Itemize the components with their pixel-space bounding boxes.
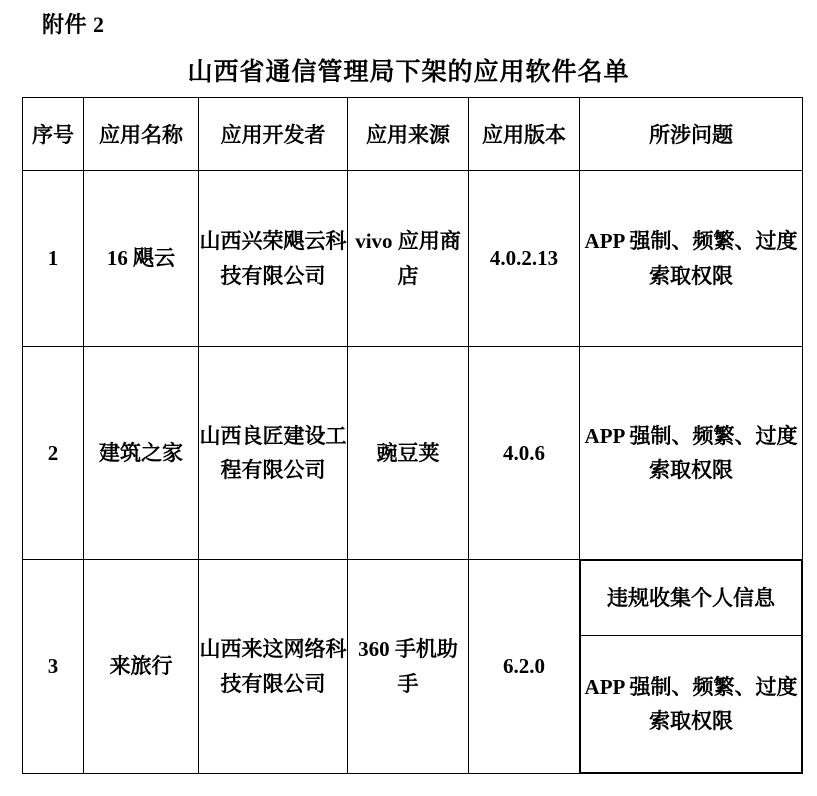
cell-version: 6.2.0 (469, 560, 580, 774)
issue-sublist (580, 560, 802, 773)
cell-no: 1 (23, 171, 84, 347)
table-row (23, 347, 803, 560)
column-header-version: 应用版本 (469, 98, 580, 171)
cell-app-name: 建筑之家 (84, 347, 199, 560)
cell-issue-primary: 违规收集个人信息 (581, 561, 802, 636)
cell-app-name: 来旅行 (84, 560, 199, 774)
column-header-app-name: 应用名称 (84, 98, 199, 171)
cell-source: 360 手机助手 (348, 560, 469, 774)
cell-issue: APP 强制、频繁、过度索取权限 (580, 171, 803, 347)
cell-no: 3 (23, 560, 84, 774)
cell-developer: 山西良匠建设工程有限公司 (199, 347, 348, 560)
cell-issue: APP 强制、频繁、过度索取权限 (580, 347, 803, 560)
cell-developer: 山西兴荣飓云科技有限公司 (199, 171, 348, 347)
column-header-issue: 所涉问题 (580, 98, 803, 171)
cell-source: 豌豆荚 (348, 347, 469, 560)
column-header-developer: 应用开发者 (199, 98, 348, 171)
cell-app-name: 16 飓云 (84, 171, 199, 347)
table-row (23, 171, 803, 347)
table-body (23, 171, 803, 774)
table-row (23, 560, 803, 774)
page-title: 山西省通信管理局下架的应用软件名单 (187, 59, 630, 86)
cell-issue-secondary: APP 强制、频繁、过度索取权限 (581, 636, 802, 773)
issue-sub-row (581, 636, 802, 773)
attachment-label: 附件 2 (42, 12, 105, 37)
cell-issue-group (580, 560, 803, 774)
table-header (23, 98, 803, 171)
table-header-row (23, 98, 803, 171)
issue-sub-row (581, 561, 802, 636)
cell-version: 4.0.6 (469, 347, 580, 560)
cell-developer: 山西来这网络科技有限公司 (199, 560, 348, 774)
column-header-no: 序号 (23, 98, 84, 171)
cell-source: vivo 应用商店 (348, 171, 469, 347)
app-removal-table (22, 97, 803, 774)
cell-no: 2 (23, 347, 84, 560)
cell-version: 4.0.2.13 (469, 171, 580, 347)
column-header-source: 应用来源 (348, 98, 469, 171)
